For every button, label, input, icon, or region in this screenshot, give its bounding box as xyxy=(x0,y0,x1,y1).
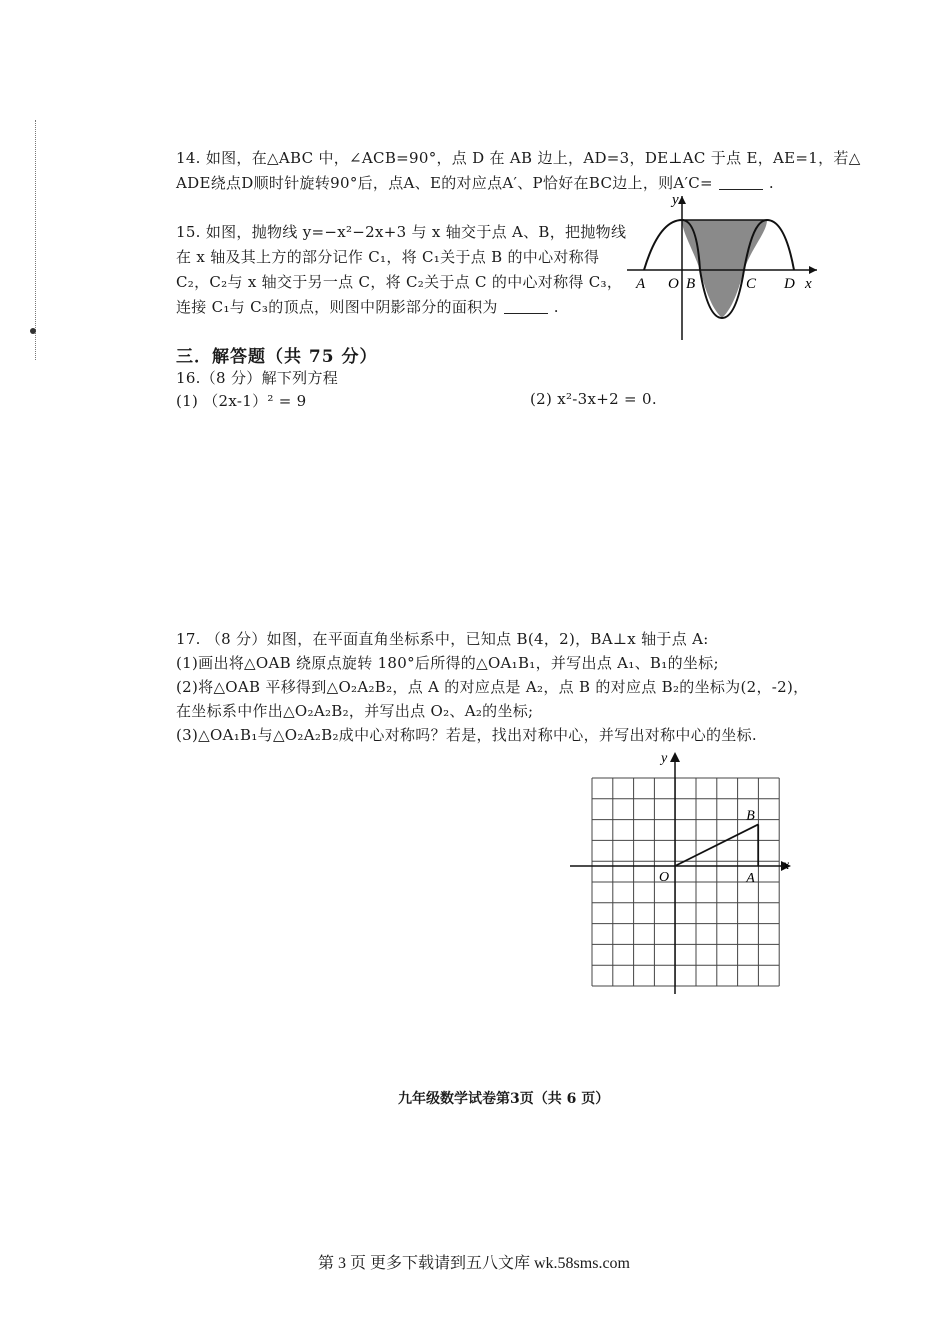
q17-label-y: y xyxy=(661,751,668,766)
q15-line3: C₂，C₂与 x 轴交于另一点 C，将 C₂关于点 C 的中心对称得 C₃， xyxy=(176,273,623,291)
q15-label-c: C xyxy=(746,276,757,292)
q15-answer-blank xyxy=(504,313,548,314)
q16-part2: (2) x²-3x+2 = 0. xyxy=(530,390,657,408)
section3-title: 三．解答题（共 75 分） xyxy=(176,347,378,367)
q15-line2: 在 x 轴及其上方的部分记作 C₁，将 C₁关于点 B 的中心对称得 xyxy=(176,248,600,266)
q17-line4: 在坐标系中作出△O₂A₂B₂，并写出点 O₂、A₂的坐标; xyxy=(176,702,534,720)
q17-label-x: x xyxy=(783,858,790,873)
q17-line1: 17. （8 分）如图，在平面直角坐标系中，已知点 B(4，2)，BA⊥x 轴于点 A: xyxy=(176,630,709,648)
q14-answer-blank xyxy=(719,189,763,190)
q16-part1: (1) （2x-1）² = 9 xyxy=(176,392,307,410)
page-footer-label: 九年级数学试卷第3页（共 6 页） xyxy=(398,1091,610,1107)
q17-coordinate-grid xyxy=(565,748,800,998)
download-note: 第 3 页 更多下载请到五八文库 wk.58sms.com xyxy=(318,1255,631,1272)
q15-x-arrow xyxy=(809,266,817,274)
q15-parabola-figure xyxy=(622,192,822,342)
q15-label-d: D xyxy=(784,276,795,292)
q15-label-y: y xyxy=(672,192,679,208)
q15-end: . xyxy=(553,298,559,316)
q16-title: 16.（8 分）解下列方程 xyxy=(176,369,339,387)
binding-margin-line xyxy=(35,120,36,360)
q17-label-a: A xyxy=(746,871,755,886)
q14-line2: ADE绕点D顺时针旋转90°后，点A、E的对应点A′、P恰好在BC边上，则A′C= xyxy=(176,174,713,192)
q17-line5: (3)△OA₁B₁与△O₂A₂B₂成中心对称吗？若是，找出对称中心，并写出对称中心的坐标. xyxy=(176,726,757,744)
q15-y-arrow xyxy=(678,196,686,204)
q15-label-a: A xyxy=(636,276,646,292)
q15-label-x: x xyxy=(805,276,812,292)
q15-line4: 连接 C₁与 C₃的顶点，则图中阴影部分的面积为 xyxy=(176,298,498,316)
q17-line3: (2)将△OAB 平移得到△O₂A₂B₂，点 A 的对应点是 A₂，点 B 的对应点 B₂的坐标为(2，-2)， xyxy=(176,678,809,696)
q15-line4-wrap xyxy=(176,296,559,317)
q15-label-b: B xyxy=(686,276,696,292)
q17-line2: (1)画出将△OAB 绕原点旋转 180°后所得的△OA₁B₁，并写出点 A₁、B₁的坐标; xyxy=(176,654,719,672)
q14-line1: 14. 如图，在△ABC 中，∠ACB=90°，点 D 在 AB 边上，AD=3，DE⊥AC 于点 E，AE=1，若△ xyxy=(176,149,861,167)
q14-end: . xyxy=(768,174,774,192)
q17-label-b: B xyxy=(746,808,755,824)
q17-y-arrow xyxy=(670,752,680,762)
binding-hole-mark xyxy=(30,328,36,334)
q15-label-o: O xyxy=(668,276,679,292)
q17-label-o: O xyxy=(659,870,670,885)
q14-line2-wrap xyxy=(176,172,774,193)
q15-line1: 15. 如图，抛物线 y=−x²−2x+3 与 x 轴交于点 A、B，把抛物线 xyxy=(176,223,627,241)
